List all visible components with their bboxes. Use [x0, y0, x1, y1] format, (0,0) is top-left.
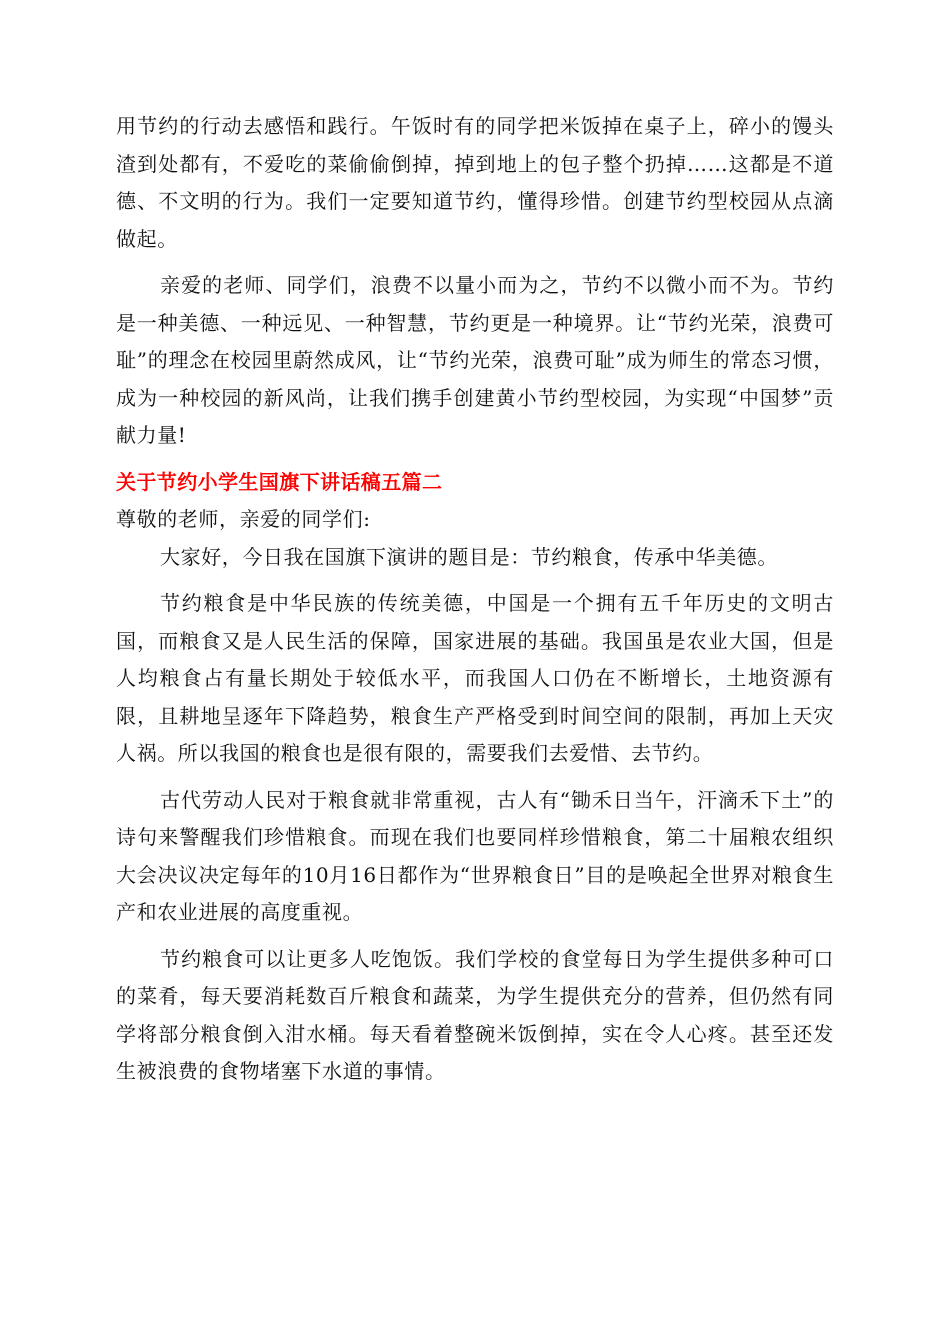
section-heading: 关于节约小学生国旗下讲话稿五篇二	[116, 469, 443, 494]
salutation: 尊敬的老师，亲爱的同学们:	[116, 507, 371, 531]
paragraph-continuation: 用节约的行动去感悟和践行。午饭时有的同学把米饭掉在桌子上，碎小的馒头渣到处都有，不爱吃的菜偷偷倒掉，掉到地上的包子整个扔掉……这都是不道德、不文明的行为。我们一定要知道节约，懂得珍惜。创建节约型校园从点滴做起。	[116, 114, 834, 251]
paragraph-ancient-poem: 古代劳动人民对于粮食就非常重视，古人有“锄禾日当午，汗滴禾下土”的诗句来警醒我们珍惜粮食。而现在我们也要同样珍惜粮食，第二十届粮农组织大会决议决定每年的10月16日都作为“世界粮食日”目的是唤起全世界对粮食生产和农业进展的高度重视。	[116, 787, 834, 924]
document-body	[116, 108, 834, 1091]
paragraph-closing-appeal: 亲爱的老师、同学们，浪费不以量小而为之，节约不以微小而不为。节约是一种美德、一种远见、一种智慧，节约更是一种境界。让“节约光荣，浪费可耻”的理念在校园里蔚然成风，让“节约光荣，浪费可耻”成为师生的常态习惯，成为一种校园的新风尚，让我们携手创建黄小节约型校园，为实现“中国梦”贡献力量!	[116, 273, 834, 447]
paragraph-greeting: 大家好，今日我在国旗下演讲的题目是：节约粮食，传承中华美德。	[160, 544, 778, 569]
paragraph-school-canteen: 节约粮食可以让更多人吃饱饭。我们学校的食堂每日为学生提供多种可口的菜肴，每天要消耗数百斤粮食和蔬菜，为学生提供充分的营养，但仍然有同学将部分粮食倒入泔水桶。每天看着整碗米饭倒掉，实在令人心疼。甚至还发生被浪费的食物堵塞下水道的事情。	[116, 946, 834, 1083]
paragraph-tradition: 节约粮食是中华民族的传统美德，中国是一个拥有五千年历史的文明古国，而粮食又是人民生活的保障，国家进展的基础。我国虽是农业大国，但是人均粮食占有量长期处于较低水平，而我国人口仍在不断增长，土地资源有限，且耕地呈逐年下降趋势，粮食生产严格受到时间空间的限制，再加上天灾人祸。所以我国的粮食也是很有限的，需要我们去爱惜、去节约。	[116, 591, 834, 765]
